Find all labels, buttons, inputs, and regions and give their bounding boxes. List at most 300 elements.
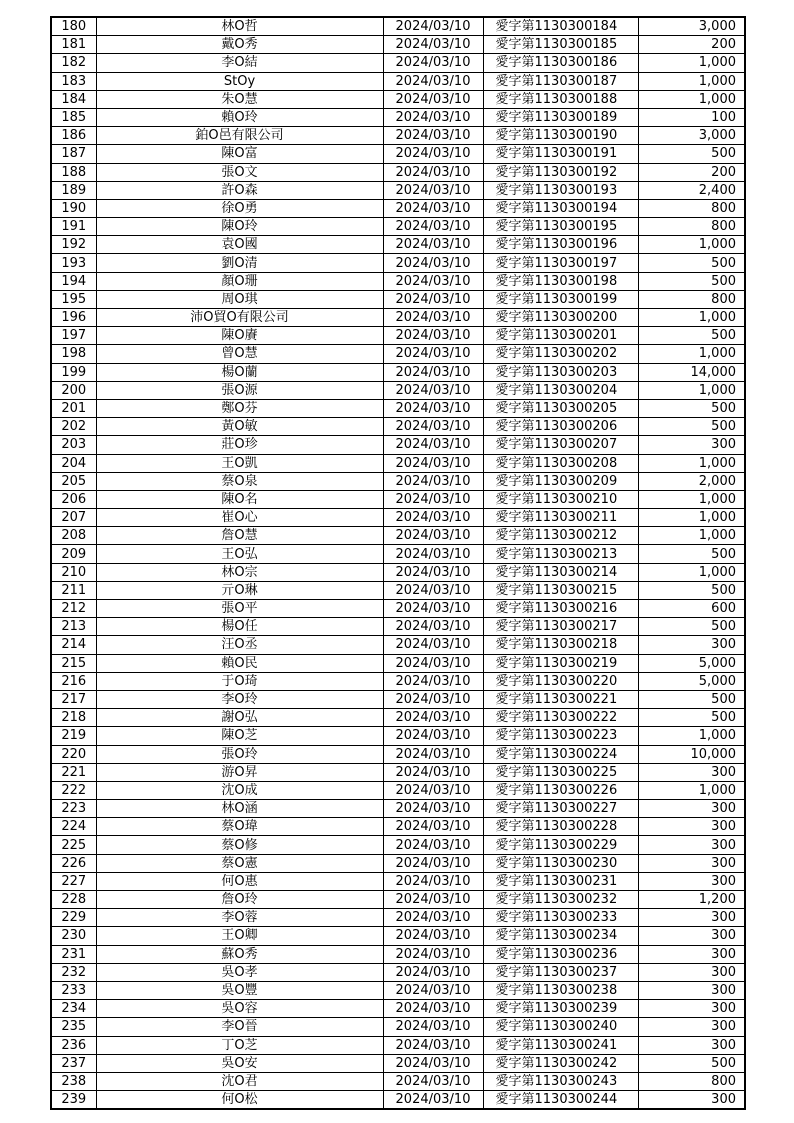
receipt-number-cell: 愛字第1130300220 <box>483 672 638 690</box>
donation-date-cell: 2024/03/10 <box>383 454 483 472</box>
donation-date-cell: 2024/03/10 <box>383 981 483 999</box>
row-number-cell: 228 <box>51 891 96 909</box>
table-row <box>51 818 745 836</box>
donor-name-cell: 袁O國 <box>96 236 383 254</box>
amount-cell: 1,000 <box>638 509 745 527</box>
receipt-number-cell: 愛字第1130300223 <box>483 727 638 745</box>
donation-date-cell: 2024/03/10 <box>383 618 483 636</box>
table-row <box>51 545 745 563</box>
donation-date-cell: 2024/03/10 <box>383 781 483 799</box>
receipt-number-cell: 愛字第1130300211 <box>483 509 638 527</box>
donor-name-cell: 陳O玲 <box>96 218 383 236</box>
donation-date-cell: 2024/03/10 <box>383 290 483 308</box>
table-row <box>51 1054 745 1072</box>
amount-cell: 14,000 <box>638 363 745 381</box>
table-row <box>51 854 745 872</box>
amount-cell: 100 <box>638 108 745 126</box>
donor-name-cell: 亓O琳 <box>96 581 383 599</box>
donation-date-cell: 2024/03/10 <box>383 218 483 236</box>
receipt-number-cell: 愛字第1130300195 <box>483 218 638 236</box>
receipt-number-cell: 愛字第1130300214 <box>483 563 638 581</box>
donation-date-cell: 2024/03/10 <box>383 709 483 727</box>
donation-date-cell: 2024/03/10 <box>383 563 483 581</box>
donor-name-cell: 王O卿 <box>96 927 383 945</box>
amount-cell: 600 <box>638 600 745 618</box>
table-row <box>51 672 745 690</box>
table-row <box>51 254 745 272</box>
receipt-number-cell: 愛字第1130300230 <box>483 854 638 872</box>
row-number-cell: 202 <box>51 418 96 436</box>
table-row <box>51 654 745 672</box>
donation-date-cell: 2024/03/10 <box>383 963 483 981</box>
row-number-cell: 195 <box>51 290 96 308</box>
table-row <box>51 199 745 217</box>
row-number-cell: 207 <box>51 509 96 527</box>
table-row <box>51 181 745 199</box>
amount-cell: 500 <box>638 145 745 163</box>
amount-cell: 300 <box>638 981 745 999</box>
donor-name-cell: 沈O君 <box>96 1072 383 1090</box>
table-row <box>51 490 745 508</box>
donor-name-cell: 吳O豐 <box>96 981 383 999</box>
row-number-cell: 200 <box>51 381 96 399</box>
amount-cell: 500 <box>638 418 745 436</box>
row-number-cell: 196 <box>51 309 96 327</box>
row-number-cell: 238 <box>51 1072 96 1090</box>
donation-date-cell: 2024/03/10 <box>383 1018 483 1036</box>
table-row <box>51 909 745 927</box>
donor-name-cell: 何O松 <box>96 1091 383 1110</box>
amount-cell: 10,000 <box>638 745 745 763</box>
receipt-number-cell: 愛字第1130300196 <box>483 236 638 254</box>
donor-name-cell: 蘇O秀 <box>96 945 383 963</box>
table-row <box>51 872 745 890</box>
row-number-cell: 226 <box>51 854 96 872</box>
receipt-number-cell: 愛字第1130300217 <box>483 618 638 636</box>
donor-name-cell: 劉O清 <box>96 254 383 272</box>
receipt-number-cell: 愛字第1130300218 <box>483 636 638 654</box>
donation-date-cell: 2024/03/10 <box>383 181 483 199</box>
donation-date-cell: 2024/03/10 <box>383 581 483 599</box>
amount-cell: 1,200 <box>638 891 745 909</box>
donor-name-cell: 何O惠 <box>96 872 383 890</box>
receipt-number-cell: 愛字第1130300234 <box>483 927 638 945</box>
donation-date-cell: 2024/03/10 <box>383 399 483 417</box>
receipt-number-cell: 愛字第1130300193 <box>483 181 638 199</box>
donation-date-cell: 2024/03/10 <box>383 654 483 672</box>
donor-name-cell: 蔡O瑋 <box>96 818 383 836</box>
table-row <box>51 800 745 818</box>
receipt-number-cell: 愛字第1130300241 <box>483 1036 638 1054</box>
table-row <box>51 927 745 945</box>
amount-cell: 1,000 <box>638 490 745 508</box>
amount-cell: 1,000 <box>638 345 745 363</box>
donation-date-cell: 2024/03/10 <box>383 854 483 872</box>
table-row <box>51 236 745 254</box>
donor-name-cell: 沛O貿O有限公司 <box>96 309 383 327</box>
row-number-cell: 216 <box>51 672 96 690</box>
donor-name-cell: 周O琪 <box>96 290 383 308</box>
table-row <box>51 418 745 436</box>
amount-cell: 300 <box>638 800 745 818</box>
receipt-number-cell: 愛字第1130300227 <box>483 800 638 818</box>
donation-date-cell: 2024/03/10 <box>383 272 483 290</box>
donor-name-cell: 林O宗 <box>96 563 383 581</box>
donor-name-cell: 陳O名 <box>96 490 383 508</box>
donation-date-cell: 2024/03/10 <box>383 818 483 836</box>
receipt-number-cell: 愛字第1130300225 <box>483 763 638 781</box>
table-row <box>51 636 745 654</box>
donor-name-cell: 崔O心 <box>96 509 383 527</box>
row-number-cell: 199 <box>51 363 96 381</box>
receipt-number-cell: 愛字第1130300219 <box>483 654 638 672</box>
donor-name-cell: 張O文 <box>96 163 383 181</box>
donor-name-cell: 鄭O芬 <box>96 399 383 417</box>
donor-name-cell: 李O蓉 <box>96 909 383 927</box>
receipt-number-cell: 愛字第1130300209 <box>483 472 638 490</box>
row-number-cell: 215 <box>51 654 96 672</box>
amount-cell: 500 <box>638 399 745 417</box>
amount-cell: 300 <box>638 854 745 872</box>
donation-date-cell: 2024/03/10 <box>383 872 483 890</box>
table-row <box>51 327 745 345</box>
receipt-number-cell: 愛字第1130300239 <box>483 1000 638 1018</box>
table-row <box>51 363 745 381</box>
table-row <box>51 690 745 708</box>
receipt-number-cell: 愛字第1130300184 <box>483 17 638 36</box>
row-number-cell: 230 <box>51 927 96 945</box>
table-row <box>51 290 745 308</box>
table-row <box>51 472 745 490</box>
amount-cell: 500 <box>638 327 745 345</box>
amount-cell: 500 <box>638 254 745 272</box>
amount-cell: 300 <box>638 945 745 963</box>
receipt-number-cell: 愛字第1130300194 <box>483 199 638 217</box>
row-number-cell: 231 <box>51 945 96 963</box>
donor-name-cell: 蔡O泉 <box>96 472 383 490</box>
row-number-cell: 180 <box>51 17 96 36</box>
row-number-cell: 235 <box>51 1018 96 1036</box>
donor-name-cell: 李O晉 <box>96 1018 383 1036</box>
receipt-number-cell: 愛字第1130300216 <box>483 600 638 618</box>
amount-cell: 300 <box>638 836 745 854</box>
row-number-cell: 210 <box>51 563 96 581</box>
amount-cell: 1,000 <box>638 236 745 254</box>
amount-cell: 1,000 <box>638 563 745 581</box>
amount-cell: 300 <box>638 1036 745 1054</box>
receipt-number-cell: 愛字第1130300204 <box>483 381 638 399</box>
donation-date-cell: 2024/03/10 <box>383 36 483 54</box>
amount-cell: 500 <box>638 545 745 563</box>
donor-name-cell: StOy <box>96 72 383 90</box>
amount-cell: 3,000 <box>638 17 745 36</box>
row-number-cell: 233 <box>51 981 96 999</box>
row-number-cell: 189 <box>51 181 96 199</box>
amount-cell: 1,000 <box>638 381 745 399</box>
donor-name-cell: 蔡O憲 <box>96 854 383 872</box>
receipt-number-cell: 愛字第1130300208 <box>483 454 638 472</box>
donor-name-cell: 游O昇 <box>96 763 383 781</box>
table-row <box>51 108 745 126</box>
table-row <box>51 945 745 963</box>
donation-date-cell: 2024/03/10 <box>383 363 483 381</box>
donation-date-cell: 2024/03/10 <box>383 309 483 327</box>
receipt-number-cell: 愛字第1130300240 <box>483 1018 638 1036</box>
amount-cell: 300 <box>638 963 745 981</box>
table-row <box>51 436 745 454</box>
donor-name-cell: 陳O富 <box>96 145 383 163</box>
receipt-number-cell: 愛字第1130300188 <box>483 90 638 108</box>
row-number-cell: 222 <box>51 781 96 799</box>
donor-name-cell: 戴O秀 <box>96 36 383 54</box>
donor-name-cell: 張O玲 <box>96 745 383 763</box>
receipt-number-cell: 愛字第1130300210 <box>483 490 638 508</box>
table-row <box>51 72 745 90</box>
receipt-number-cell: 愛字第1130300231 <box>483 872 638 890</box>
row-number-cell: 204 <box>51 454 96 472</box>
table-row <box>51 17 745 36</box>
row-number-cell: 217 <box>51 690 96 708</box>
amount-cell: 300 <box>638 927 745 945</box>
table-row <box>51 36 745 54</box>
donor-name-cell: 汪O丞 <box>96 636 383 654</box>
amount-cell: 800 <box>638 1072 745 1090</box>
donor-name-cell: 楊O蘭 <box>96 363 383 381</box>
donor-name-cell: 吳O容 <box>96 1000 383 1018</box>
receipt-number-cell: 愛字第1130300185 <box>483 36 638 54</box>
receipt-number-cell: 愛字第1130300206 <box>483 418 638 436</box>
amount-cell: 800 <box>638 199 745 217</box>
receipt-number-cell: 愛字第1130300233 <box>483 909 638 927</box>
donation-date-cell: 2024/03/10 <box>383 472 483 490</box>
amount-cell: 300 <box>638 872 745 890</box>
amount-cell: 1,000 <box>638 727 745 745</box>
receipt-number-cell: 愛字第1130300238 <box>483 981 638 999</box>
table-row <box>51 1036 745 1054</box>
donor-name-cell: 許O森 <box>96 181 383 199</box>
receipt-number-cell: 愛字第1130300228 <box>483 818 638 836</box>
table-row <box>51 381 745 399</box>
donation-date-cell: 2024/03/10 <box>383 1036 483 1054</box>
receipt-number-cell: 愛字第1130300186 <box>483 54 638 72</box>
amount-cell: 200 <box>638 36 745 54</box>
amount-cell: 800 <box>638 290 745 308</box>
receipt-number-cell: 愛字第1130300224 <box>483 745 638 763</box>
table-row <box>51 54 745 72</box>
donation-date-cell: 2024/03/10 <box>383 636 483 654</box>
row-number-cell: 237 <box>51 1054 96 1072</box>
donation-date-cell: 2024/03/10 <box>383 254 483 272</box>
receipt-number-cell: 愛字第1130300221 <box>483 690 638 708</box>
donor-name-cell: 張O源 <box>96 381 383 399</box>
row-number-cell: 212 <box>51 600 96 618</box>
donation-date-cell: 2024/03/10 <box>383 1054 483 1072</box>
donor-name-cell: 于O琦 <box>96 672 383 690</box>
receipt-number-cell: 愛字第1130300198 <box>483 272 638 290</box>
row-number-cell: 187 <box>51 145 96 163</box>
receipt-number-cell: 愛字第1130300199 <box>483 290 638 308</box>
donation-date-cell: 2024/03/10 <box>383 327 483 345</box>
receipt-number-cell: 愛字第1130300236 <box>483 945 638 963</box>
amount-cell: 300 <box>638 818 745 836</box>
amount-cell: 300 <box>638 909 745 927</box>
receipt-number-cell: 愛字第1130300212 <box>483 527 638 545</box>
receipt-number-cell: 愛字第1130300191 <box>483 145 638 163</box>
donation-date-cell: 2024/03/10 <box>383 891 483 909</box>
donor-name-cell: 謝O弘 <box>96 709 383 727</box>
receipt-number-cell: 愛字第1130300202 <box>483 345 638 363</box>
donation-date-cell: 2024/03/10 <box>383 909 483 927</box>
amount-cell: 1,000 <box>638 54 745 72</box>
amount-cell: 500 <box>638 581 745 599</box>
table-row <box>51 163 745 181</box>
amount-cell: 500 <box>638 272 745 290</box>
table-row <box>51 309 745 327</box>
row-number-cell: 223 <box>51 800 96 818</box>
amount-cell: 1,000 <box>638 527 745 545</box>
row-number-cell: 203 <box>51 436 96 454</box>
amount-cell: 500 <box>638 709 745 727</box>
amount-cell: 200 <box>638 163 745 181</box>
amount-cell: 300 <box>638 636 745 654</box>
row-number-cell: 184 <box>51 90 96 108</box>
donor-name-cell: 吳O孝 <box>96 963 383 981</box>
amount-cell: 800 <box>638 218 745 236</box>
row-number-cell: 181 <box>51 36 96 54</box>
donation-date-cell: 2024/03/10 <box>383 800 483 818</box>
receipt-number-cell: 愛字第1130300192 <box>483 163 638 181</box>
table-row <box>51 1000 745 1018</box>
receipt-number-cell: 愛字第1130300197 <box>483 254 638 272</box>
row-number-cell: 219 <box>51 727 96 745</box>
donation-date-cell: 2024/03/10 <box>383 927 483 945</box>
receipt-number-cell: 愛字第1130300213 <box>483 545 638 563</box>
donation-date-cell: 2024/03/10 <box>383 17 483 36</box>
donor-name-cell: 林O涵 <box>96 800 383 818</box>
row-number-cell: 239 <box>51 1091 96 1110</box>
donation-date-cell: 2024/03/10 <box>383 509 483 527</box>
row-number-cell: 186 <box>51 127 96 145</box>
donation-date-cell: 2024/03/10 <box>383 945 483 963</box>
donor-name-cell: 陳O芝 <box>96 727 383 745</box>
amount-cell: 300 <box>638 1091 745 1110</box>
donation-date-cell: 2024/03/10 <box>383 545 483 563</box>
row-number-cell: 191 <box>51 218 96 236</box>
donation-date-cell: 2024/03/10 <box>383 163 483 181</box>
receipt-number-cell: 愛字第1130300232 <box>483 891 638 909</box>
amount-cell: 300 <box>638 436 745 454</box>
table-row <box>51 1018 745 1036</box>
amount-cell: 1,000 <box>638 781 745 799</box>
donation-date-cell: 2024/03/10 <box>383 436 483 454</box>
row-number-cell: 211 <box>51 581 96 599</box>
donor-name-cell: 詹O慧 <box>96 527 383 545</box>
table-row <box>51 600 745 618</box>
receipt-number-cell: 愛字第1130300187 <box>483 72 638 90</box>
receipt-number-cell: 愛字第1130300244 <box>483 1091 638 1110</box>
receipt-number-cell: 愛字第1130300242 <box>483 1054 638 1072</box>
amount-cell: 500 <box>638 618 745 636</box>
table-row <box>51 581 745 599</box>
donation-date-cell: 2024/03/10 <box>383 1072 483 1090</box>
row-number-cell: 188 <box>51 163 96 181</box>
amount-cell: 1,000 <box>638 454 745 472</box>
row-number-cell: 232 <box>51 963 96 981</box>
receipt-number-cell: 愛字第1130300226 <box>483 781 638 799</box>
donor-name-cell: 曾O慧 <box>96 345 383 363</box>
receipt-number-cell: 愛字第1130300229 <box>483 836 638 854</box>
table-row <box>51 509 745 527</box>
table-row <box>51 399 745 417</box>
donor-name-cell: 鉑O邑有限公司 <box>96 127 383 145</box>
row-number-cell: 209 <box>51 545 96 563</box>
table-row <box>51 145 745 163</box>
donor-name-cell: 陳O賡 <box>96 327 383 345</box>
row-number-cell: 236 <box>51 1036 96 1054</box>
row-number-cell: 206 <box>51 490 96 508</box>
donation-date-cell: 2024/03/10 <box>383 199 483 217</box>
donation-date-cell: 2024/03/10 <box>383 72 483 90</box>
row-number-cell: 225 <box>51 836 96 854</box>
donation-date-cell: 2024/03/10 <box>383 345 483 363</box>
donor-name-cell: 賴O玲 <box>96 108 383 126</box>
row-number-cell: 182 <box>51 54 96 72</box>
amount-cell: 1,000 <box>638 72 745 90</box>
donor-name-cell: 李O玲 <box>96 690 383 708</box>
table-row <box>51 345 745 363</box>
donation-date-cell: 2024/03/10 <box>383 127 483 145</box>
receipt-number-cell: 愛字第1130300222 <box>483 709 638 727</box>
row-number-cell: 198 <box>51 345 96 363</box>
table-row <box>51 272 745 290</box>
donation-date-cell: 2024/03/10 <box>383 54 483 72</box>
donor-name-cell: 王O弘 <box>96 545 383 563</box>
donation-date-cell: 2024/03/10 <box>383 1091 483 1110</box>
row-number-cell: 221 <box>51 763 96 781</box>
donor-name-cell: 詹O玲 <box>96 891 383 909</box>
table-row <box>51 527 745 545</box>
row-number-cell: 220 <box>51 745 96 763</box>
donor-name-cell: 徐O勇 <box>96 199 383 217</box>
table-row <box>51 763 745 781</box>
donation-date-cell: 2024/03/10 <box>383 1000 483 1018</box>
row-number-cell: 192 <box>51 236 96 254</box>
row-number-cell: 194 <box>51 272 96 290</box>
donor-name-cell: 賴O民 <box>96 654 383 672</box>
donation-date-cell: 2024/03/10 <box>383 836 483 854</box>
row-number-cell: 208 <box>51 527 96 545</box>
donation-date-cell: 2024/03/10 <box>383 672 483 690</box>
donor-name-cell: 丁O芝 <box>96 1036 383 1054</box>
row-number-cell: 185 <box>51 108 96 126</box>
amount-cell: 300 <box>638 1018 745 1036</box>
table-row <box>51 218 745 236</box>
table-row <box>51 618 745 636</box>
amount-cell: 1,000 <box>638 90 745 108</box>
amount-cell: 500 <box>638 690 745 708</box>
receipt-number-cell: 愛字第1130300207 <box>483 436 638 454</box>
donor-name-cell: 林O哲 <box>96 17 383 36</box>
table-row <box>51 709 745 727</box>
row-number-cell: 193 <box>51 254 96 272</box>
row-number-cell: 234 <box>51 1000 96 1018</box>
table-row <box>51 745 745 763</box>
receipt-number-cell: 愛字第1130300201 <box>483 327 638 345</box>
amount-cell: 300 <box>638 763 745 781</box>
donor-name-cell: 黃O敏 <box>96 418 383 436</box>
amount-cell: 3,000 <box>638 127 745 145</box>
row-number-cell: 218 <box>51 709 96 727</box>
